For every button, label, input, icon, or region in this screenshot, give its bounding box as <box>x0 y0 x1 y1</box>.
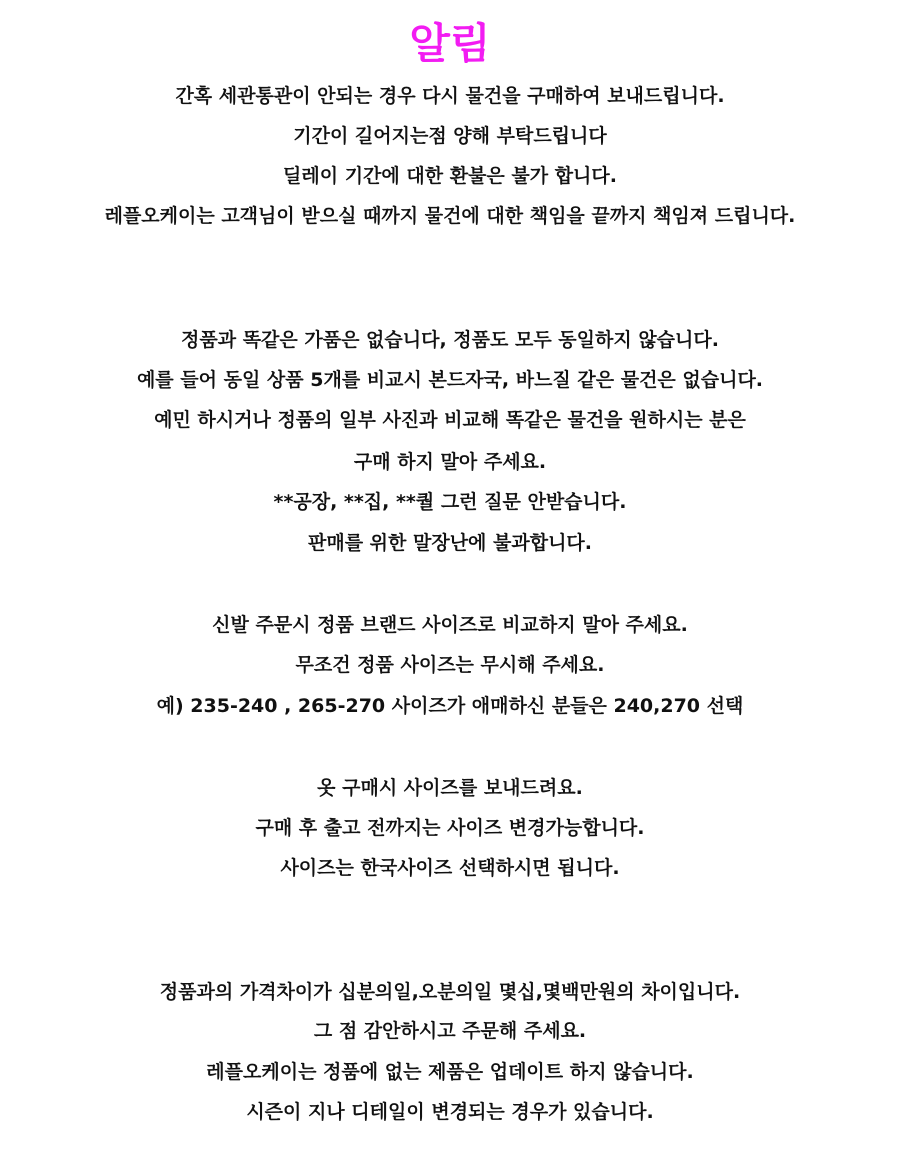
notice-line: 예민 하시거나 정품의 일부 사진과 비교해 똑같은 물건을 원하시는 분은 <box>154 409 746 431</box>
notice-line: 판매를 위한 말장난에 불과합니다. <box>307 532 593 554</box>
notice-line: 정품과 똑같은 가품은 없습니다, 정품도 모두 동일하지 않습니다. <box>181 329 719 351</box>
notice-line: 기간이 길어지는점 양해 부탁드립니다 <box>293 125 607 147</box>
notice-line: 레플오케이는 고객님이 받으실 때까지 물건에 대한 책임을 끝까지 책임져 드립니다. <box>104 205 796 227</box>
notice-line: 시즌이 지나 디테일이 변경되는 경우가 있습니다. <box>246 1101 654 1123</box>
notice-title: 알림 <box>409 19 491 68</box>
notice-line: **공장, **집, **퀄 그런 질문 안받습니다. <box>273 491 627 513</box>
notice-line: 신발 주문시 정품 브랜드 사이즈로 비교하지 말아 주세요. <box>212 614 688 636</box>
notice-line: 구매 하지 말아 주세요. <box>353 451 547 473</box>
notice-line: 그 점 감안하시고 주문해 주세요. <box>313 1020 587 1042</box>
notice-line: 무조건 정품 사이즈는 무시해 주세요. <box>295 654 605 676</box>
notice-line: 예) 235-240 , 265-270 사이즈가 애매하신 분들은 240,270 선택 <box>156 695 744 717</box>
notice-line: 정품과의 가격차이가 십분의일,오분의일 몇십,몇백만원의 차이입니다. <box>159 981 741 1003</box>
notice-line: 레플오케이는 정품에 없는 제품은 업데이트 하지 않습니다. <box>206 1061 694 1083</box>
notice-line: 예를 들어 동일 상품 5개를 비교시 본드자국, 바느질 같은 물건은 없습니다. <box>136 369 764 391</box>
notice-line: 딜레이 기간에 대한 환불은 불가 합니다. <box>283 165 617 187</box>
notice-line: 간혹 세관통관이 안되는 경우 다시 물건을 구매하여 보내드립니다. <box>175 85 725 107</box>
notice-line: 옷 구매시 사이즈를 보내드려요. <box>317 777 583 799</box>
notice-line: 사이즈는 한국사이즈 선택하시면 됩니다. <box>280 857 620 879</box>
notice-line: 구매 후 출고 전까지는 사이즈 변경가능합니다. <box>255 817 645 839</box>
